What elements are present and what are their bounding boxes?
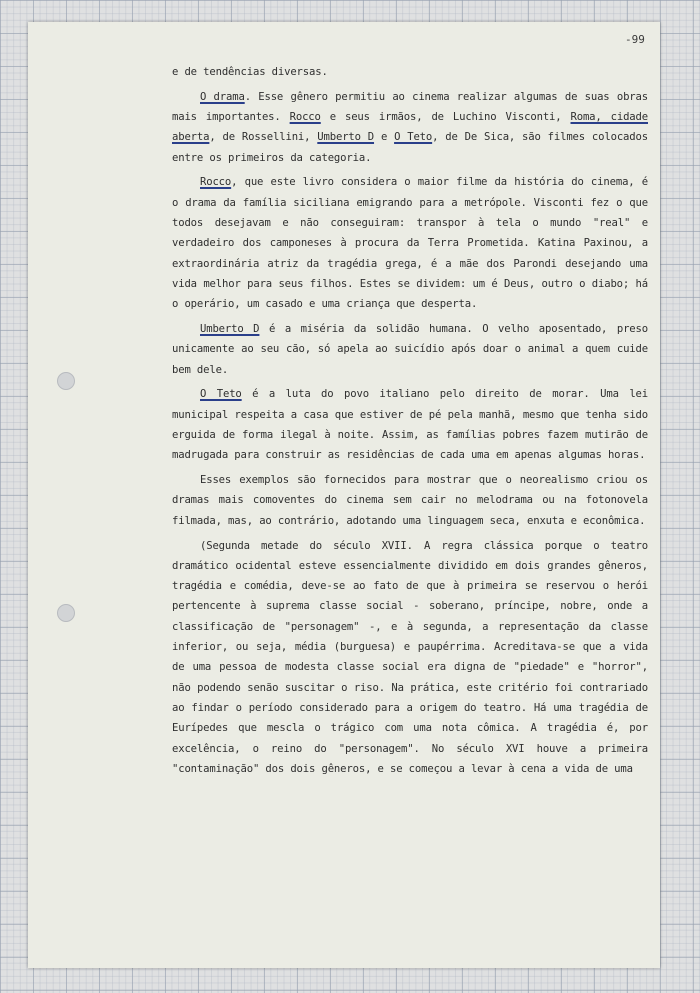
text-run: , de Rossellini, — [209, 131, 318, 144]
underlined-title: Rocco — [200, 176, 232, 189]
paragraph-p3 — [172, 319, 648, 380]
page-number: -99 — [625, 33, 645, 46]
text-run: , que este livro considera o maior filme da história do cinema, é o drama da família siciliana emigrando para a metrópole. Visconti fez o que todos desejavam e não conseguiram: transpor à tela o mundo "real" e verdadeiro dos camponeses à procura da Terra Prometida. Katina Paxinou, a extraordinária atriz da tragédia grega, é a mãe dos Parondi desejando uma vida melhor para seus filhos. Estes se dividem: um é Deus, outro o diabo; há o operário, um casado e uma criança que desperta. — [172, 176, 648, 311]
text-run: , de De Sica, são filmes colocados entre os primeiros da categoria. — [172, 131, 648, 164]
underlined-title: O Teto — [394, 131, 433, 144]
paragraph-p5 — [172, 470, 648, 531]
paragraph-p4 — [172, 384, 648, 465]
binder-hole-bottom — [57, 604, 75, 622]
paragraph-p6 — [172, 536, 648, 780]
text-run: é a miséria da solidão humana. O velho aposentado, preso unicamente ao seu cão, só apela ao suicídio após doar o animal a quem cuide bem dele. — [172, 323, 648, 376]
typed-text-body — [172, 62, 648, 784]
paragraph-p0 — [172, 62, 648, 82]
underlined-title: O Teto — [200, 388, 242, 401]
paragraph-p1 — [172, 87, 648, 168]
text-run: . Esse gênero permitiu ao cinema realizar algumas de suas obras mais importantes. — [172, 90, 648, 124]
underlined-title: Roma, cidade aberta — [172, 111, 648, 144]
text-run: Esses exemplos são fornecidos para mostrar que o neorealismo criou os dramas mais comoventes do cinema sem cair no melodrama ou na fotonovela filmada, mas, ao contrário, adotando uma linguagem seca, enxuta e econômica. — [172, 474, 648, 527]
underlined-title: O drama — [200, 90, 245, 103]
text-run: é a luta do povo italiano pelo direito de morar. Uma lei municipal respeita a casa que estiver de pé pela manhã, mesmo que tenha sido erguida de forma ilegal à noite. Assim, as famílias pobres fazem mutirão de madrugada para construir as residências de cada uma em apenas algumas horas. — [172, 388, 648, 462]
text-run: (Segunda metade do século XVII. A regra clássica porque o teatro dramático ocidental esteve essencialmente dividido em dois grandes gêneros, tragédia e comédia, deve-se ao fato de que à primeira se reservou o herói pertencente à suprema classe social - soberano, príncipe, nobre, onde a classificação de "personagem" -, e à segunda, a representação da classe inferior, ou seja, média (burguesa) e paupérrima. Acreditava-se que a vida de uma pessoa de modesta classe social era digna de "piedade" e "horror", não podendo senão suscitar o riso. Na prática, este critério foi contrariado ao findar o período considerado para a origem do teatro. Há uma tragédia de Eurípedes que mescla o trágico com uma nota cômica. A tragédia é, por excelência, o reino do "personagem". No século XVI houve a primeira "contaminação" dos dois gêneros, e se começou a levar à cena a vida de uma — [172, 539, 648, 775]
text-run: e seus irmãos, de Luchino Visconti, — [320, 111, 571, 124]
underlined-title: Rocco — [289, 111, 321, 124]
text-run: e — [374, 131, 395, 144]
underlined-title: Umberto D — [200, 323, 260, 336]
binder-hole-top — [57, 372, 75, 390]
paragraph-p2 — [172, 172, 648, 314]
underlined-title: Umberto D — [317, 131, 375, 144]
text-run: e de tendências diversas. — [172, 66, 328, 78]
